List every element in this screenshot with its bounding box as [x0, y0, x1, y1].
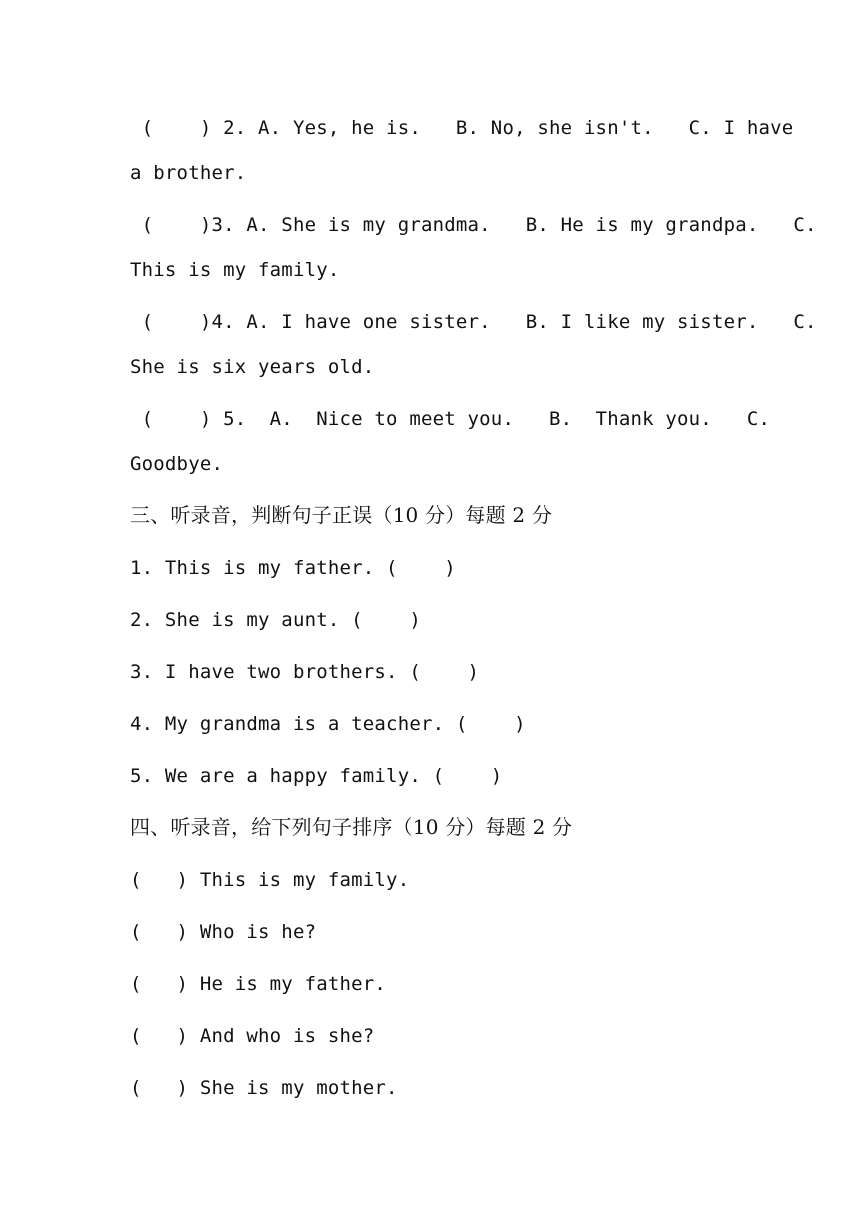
section-4-item-3: ( ) He is my father. [130, 973, 387, 995]
section-4-item-4: ( ) And who is she? [130, 1025, 375, 1047]
section-3-item-1: 1. This is my father. ( ) [130, 557, 456, 579]
mc-item-5-line1: ( ) 5. A. Nice to meet you. B. Thank you. C. [130, 408, 771, 430]
mc-item-4-line2: She is six years old. [130, 356, 375, 378]
section-3-item-5: 5. We are a happy family. ( ) [130, 765, 503, 787]
section-4-item-2: ( ) Who is he? [130, 921, 317, 943]
section-4-heading: 四、听录音，给下列句子排序（10 分）每题 2 分 [130, 815, 573, 839]
mc-item-4-line1: ( )4. A. I have one sister. B. I like my sister. C. [130, 311, 817, 333]
mc-item-3-line2: This is my family. [130, 259, 340, 281]
mc-item-3-line1: ( )3. A. She is my grandma. B. He is my grandpa. C. [130, 214, 817, 236]
mc-item-2-line1: ( ) 2. A. Yes, he is. B. No, she isn't. C. I have [130, 117, 794, 139]
section-4-item-5: ( ) She is my mother. [130, 1077, 398, 1099]
mc-item-5-line2: Goodbye. [130, 453, 224, 475]
section-3-item-4: 4. My grandma is a teacher. ( ) [130, 713, 526, 735]
mc-item-2-line2: a brother. [130, 162, 247, 184]
section-3-item-2: 2. She is my aunt. ( ) [130, 609, 421, 631]
section-4-item-1: ( ) This is my family. [130, 869, 410, 891]
section-3-item-3: 3. I have two brothers. ( ) [130, 661, 480, 683]
section-3-heading: 三、听录音，判断句子正误（10 分）每题 2 分 [130, 503, 553, 527]
